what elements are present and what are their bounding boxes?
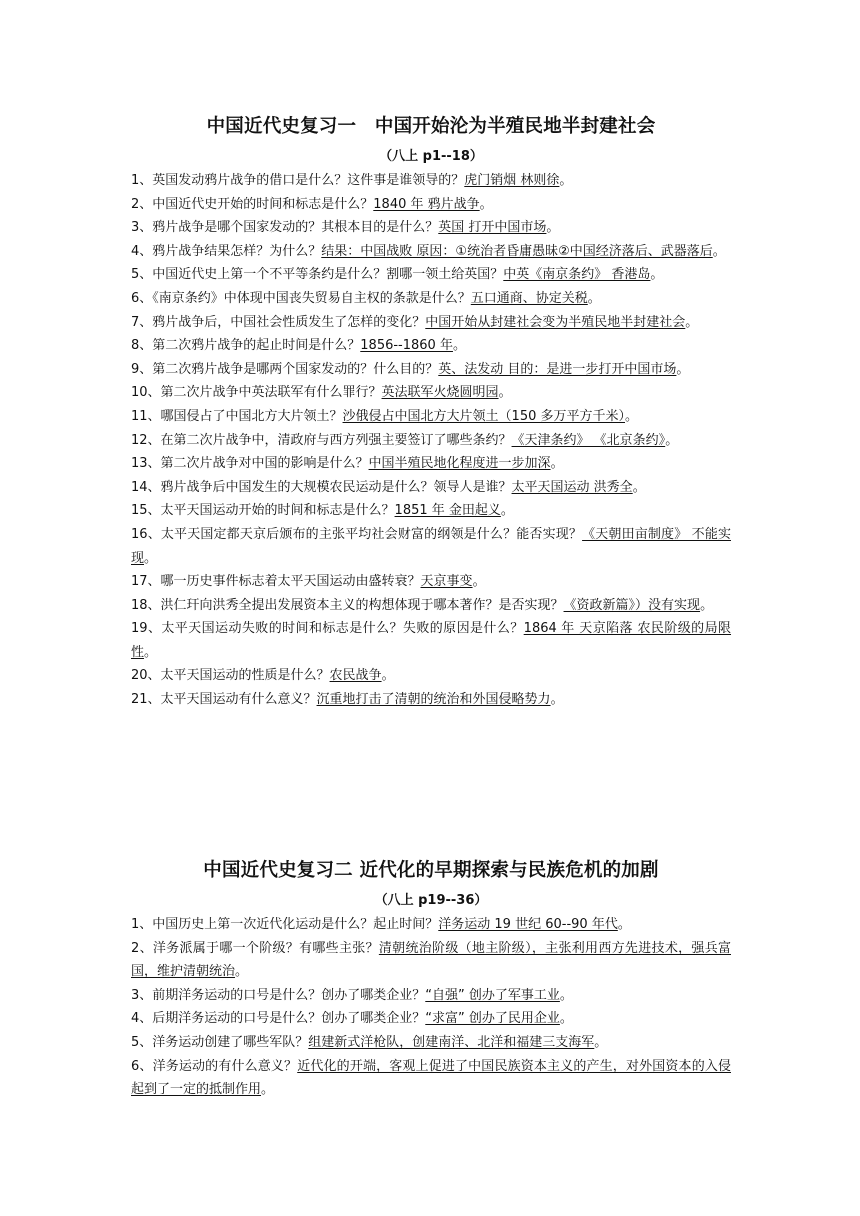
answer-text: 《天朝田亩制度》 不能实现 [131,526,731,566]
sentence-end: 。 [625,408,639,424]
question-item [131,216,731,240]
sentence-end: 。 [479,196,493,212]
answer-text: 中国开始从封建社会变为半殖民地半封建社会 [425,314,686,330]
question-item [131,169,731,193]
question-item [131,476,731,500]
answer-text: “自强” 创办了军事工业 [425,987,560,1003]
question-item [131,1055,731,1102]
answer-text: 1864 年 天京陷落 农民阶级的局限性 [131,621,732,660]
question-text: 4、鸦片战争结果怎样？为什么？ [131,243,322,259]
sentence-end: 。 [617,917,631,932]
sentence-end: 。 [498,385,512,401]
question-text: 6、洋务运动的有什么意义？ [131,1058,298,1074]
question-item [131,1007,731,1031]
sentence-end: 。 [700,597,714,613]
question-text: 4、后期洋务运动的口号是什么？创办了哪类企业？ [131,1011,426,1027]
sentence-end: 。 [665,432,679,448]
sentence-end: 。 [500,503,514,519]
question-item [131,429,731,453]
sentence-end: 。 [472,574,486,590]
question-item [131,193,731,217]
answer-text: 近代化的开端，客观上促进了中国民族资本主义的产生，对外国资本的入侵起到了一定的抵制作用 [131,1058,731,1098]
answer-text: 英国 打开中国市场 [438,220,547,236]
sentence-end: 。 [452,338,466,354]
question-item [131,688,731,712]
question-text: 5、洋务运动创建了哪些军队？ [131,1034,309,1050]
question-text: 16、太平天国定都天京后颁布的主张平均社会财富的纲领是什么？能否实现？ [131,526,583,542]
answer-text: 英、法发动 目的：是进一步打开中国市场 [438,361,677,377]
question-item [131,381,731,405]
section-subtitle: （八上 p1--18） [379,149,483,164]
answer-text: 太平天国运动 洪秀全 [511,479,633,495]
question-text: 10、第二次片战争中英法联军有什么罪行？ [131,385,382,401]
question-item [131,334,731,358]
question-text: 3、前期洋务运动的口号是什么？创办了哪类企业？ [131,987,426,1003]
question-item [131,240,731,264]
section-title: 中国近代史复习一 中国开始沦为半殖民地半封建社会 [206,116,656,137]
question-text: 7、鸦片战争后，中国社会性质发生了怎样的变化？ [131,314,426,330]
question-item [131,913,731,937]
question-item [131,499,731,523]
question-text: 1、中国历史上第一次近代化运动是什么？起止时间？ [131,917,439,932]
question-item [131,570,731,594]
sentence-end: 。 [546,220,560,236]
section-review-1 [131,114,731,712]
sentence-end: 。 [261,1082,275,1098]
question-text: 8、第二次鸦片战争的起止时间是什么？ [131,338,361,354]
sentence-end: 。 [559,173,573,188]
answer-text: 洋务运动 19 世纪 60--90 年代 [438,917,618,932]
question-text: 17、哪一历史事件标志着太平天国运动由盛转衰？ [131,574,421,590]
question-item [131,358,731,382]
question-item [131,1031,731,1055]
question-item [131,664,731,688]
sentence-end: 。 [559,987,573,1003]
question-list [131,169,731,712]
sentence-end: 。 [550,692,564,708]
section-title: 中国近代史复习二 近代化的早期探索与民族危机的加剧 [203,860,659,881]
answer-text: 中英《南京条约》 香港岛 [503,267,651,283]
sentence-end: 。 [550,456,564,472]
question-item [131,594,731,618]
question-text: 9、第二次鸦片战争是哪两个国家发动的？什么目的？ [131,361,439,377]
answer-text: 五口通商、协定关税 [470,290,588,306]
sentence-end: 。 [712,243,726,259]
sentence-end: 。 [235,964,249,980]
question-item [131,311,731,335]
section-review-2 [131,858,731,1102]
question-item [131,523,731,570]
question-text: 13、第二次片战争对中国的影响是什么？ [131,456,369,472]
answer-text: 《资政新篇》）没有实现 [563,597,701,613]
question-text: 3、鸦片战争是哪个国家发动的？其根本目的是什么？ [131,220,439,236]
question-item [131,452,731,476]
sentence-end: 。 [676,361,690,377]
sentence-end: 。 [685,314,699,330]
question-text: 15、太平天国运动开始的时间和标志是什么？ [131,503,395,519]
question-text: 19、太平天国运动失败的时间和标志是什么？失败的原因是什么？ [131,621,524,637]
question-text: 12、在第二次片战争中，清政府与西方列强主要签订了哪些条约？ [131,432,512,448]
answer-text: 1840 年 鸦片战争 [373,196,480,212]
answer-text: 沙俄侵占中国北方大片领土（150 多万平方千米） [342,408,625,424]
sentence-end: 。 [381,668,395,684]
sentence-end: 。 [650,267,664,283]
question-text: 14、鸦片战争后中国发生的大规模农民运动是什么？领导人是谁？ [131,479,512,495]
question-item [131,287,731,311]
question-text: 2、中国近代史开始的时间和标志是什么？ [131,196,374,212]
question-text: 2、洋务派属于哪一个阶级？有哪些主张？ [131,940,379,956]
answer-text: 组建新式洋枪队，创建南洋、北洋和福建三支海军 [308,1034,595,1050]
answer-text: “求富” 创办了民用企业 [425,1011,560,1027]
sentence-end: 。 [559,1011,573,1027]
sentence-end: 。 [632,479,646,495]
answer-text: 《天津条约》 《北京条约》 [511,432,666,448]
answer-text: 天京事变 [420,574,473,590]
answer-text: 英法联军火烧圆明园 [381,385,499,401]
question-text: 6、《南京条约》中体现中国丧失贸易自主权的条款是什么？ [131,290,471,306]
answer-text: 中国半殖民地化程度进一步加深 [368,456,551,472]
question-text: 18、洪仁玕向洪秀全提出发展资本主义的构想体现于哪本著作？是否实现？ [131,597,564,613]
question-item [131,405,731,429]
question-item [131,984,731,1008]
section-subtitle: （八上 p19--36） [374,893,488,908]
question-item [131,937,731,984]
question-item [131,617,731,664]
question-text: 20、太平天国运动的性质是什么？ [131,668,330,684]
question-item [131,263,731,287]
question-text: 21、太平天国运动有什么意义？ [131,692,317,708]
answer-text: 虎门销烟 林则徐 [464,173,560,188]
answer-text: 沉重地打击了清朝的统治和外国侵略势力 [316,692,551,708]
answer-text: 农民战争 [329,668,382,684]
question-text: 11、哪国侵占了中国北方大片领土？ [131,408,343,424]
question-text: 5、中国近代史上第一个不平等条约是什么？割哪一领土给英国？ [131,267,504,283]
answer-text: 1856--1860 年 [360,338,453,354]
sentence-end: 。 [594,1034,608,1050]
sentence-end: 。 [144,644,158,660]
sentence-end: 。 [144,550,158,566]
answer-text: 结果：中国战败 原因：①统治者昏庸愚昧②中国经济落后、武器落后 [321,243,713,259]
question-text: 1、英国发动鸦片战争的借口是什么？这件事是谁领导的？ [131,173,465,188]
answer-text: 1851 年 金田起义 [394,503,501,519]
sentence-end: 。 [587,290,601,306]
question-list [131,913,731,1102]
answer-text: 清朝统治阶级（地主阶级），主张利用西方先进技术，强兵富国，维护清朝统治 [131,940,731,980]
